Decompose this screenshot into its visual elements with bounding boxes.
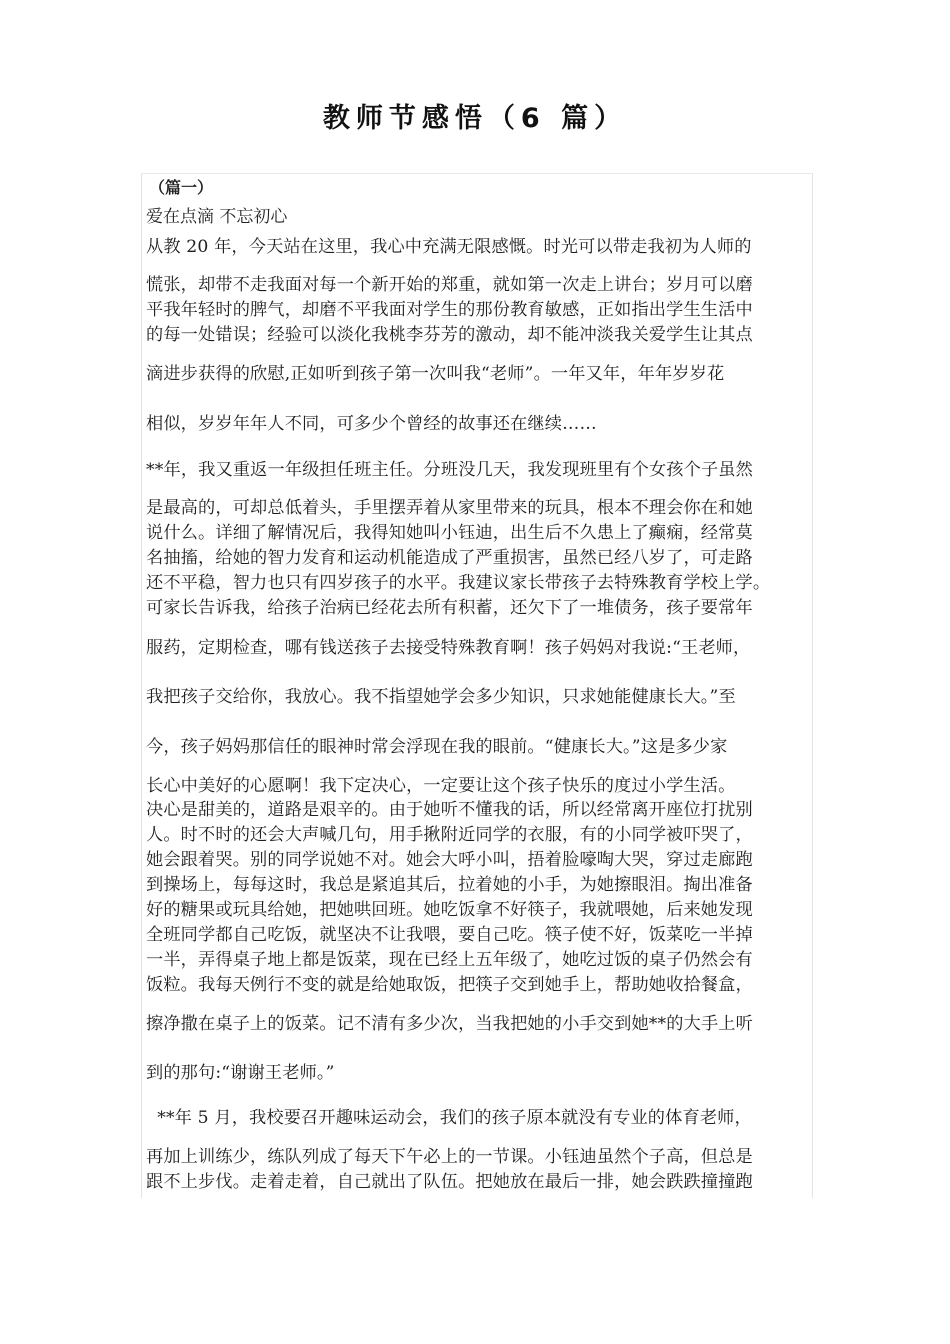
article-content (141, 173, 813, 1198)
paragraph-line: 一半，弄得桌子地上都是饭菜，现在已经上五年级了，她吃过饭的桌子仍然会有 (146, 950, 753, 970)
paragraph-line: 擦净撒在桌子上的饭菜。记不清有多少次，当我把她的小手交到她**的大手上听 (146, 1014, 753, 1034)
paragraph-line: 还不平稳，智力也只有四岁孩子的水平。我建议家长带孩子去特殊教育学校上学。 (146, 573, 771, 593)
section-heading: （篇一） (149, 178, 214, 197)
paragraph-line: 今，孩子妈妈那信任的眼神时常会浮现在我的眼前。“健康长大。”这是多少家 (146, 737, 728, 757)
paragraph-line: 相似，岁岁年年人不同，可多少个曾经的故事还在继续…… (146, 414, 597, 434)
paragraph-line: 长心中美好的心愿啊！我下定决心，一定要让这个孩子快乐的度过小学生活。 (146, 776, 736, 796)
paragraph-line: 从教 20 年，今天站在这里，我心中充满无限感慨。时光可以带走我初为人师的 (146, 237, 752, 257)
section-subtitle: 爱在点滴 不忘初心 (146, 207, 288, 227)
paragraph-line: 饭粒。我每天例行不变的就是给她取饭，把筷子交到她手上，帮助她收拾餐盒， (146, 975, 753, 995)
paragraph-line: 服药，定期检查，哪有钱送孩子去接受特殊教育啊！孩子妈妈对我说:“王老师， (146, 638, 751, 658)
paragraph-line: 名抽搐，给她的智力发育和运动机能造成了严重损害，虽然已经八岁了，可走路 (146, 548, 753, 568)
paragraph-line: 再加上训练少，练队列成了每天下午必上的一节课。小钰迪虽然个子高，但总是 (146, 1147, 753, 1167)
paragraph-line: 跟不上步伐。走着走着，自己就出了队伍。把她放在最后一排，她会跌跌撞撞跑 (146, 1172, 753, 1192)
page-title: 教师节感悟（6 篇） (322, 103, 628, 134)
paragraph-line: **年，我又重返一年级担任班主任。分班没几天，我发现班里有个女孩个子虽然 (146, 460, 753, 480)
paragraph-line: 人。时不时的还会大声喊几句，用手揪附近同学的衣服，有的小同学被吓哭了， (146, 825, 753, 845)
paragraph-line: 慌张，却带不走我面对每一个新开始的郑重，就如第一次走上讲台；岁月可以磨 (146, 275, 753, 295)
paragraph-line: 全班同学都自己吃饭，就坚决不让我喂，要自己吃。筷子使不好，饭菜吃一半掉 (146, 925, 753, 945)
paragraph-line: 滴进步获得的欣慰,正如听到孩子第一次叫我“老师”。一年又年，年年岁岁花 (146, 364, 725, 384)
paragraph-line: 的每一处错误；经验可以淡化我桃李芬芳的激动，却不能冲淡我关爱学生让其点 (146, 325, 753, 345)
paragraph-line: **年 5 月，我校要召开趣味运动会，我们的孩子原本就没有专业的体育老师， (146, 1108, 752, 1128)
paragraph-line: 我把孩子交给你，我放心。我不指望她学会多少知识，只求她能健康长大。”至 (146, 687, 736, 707)
paragraph-line: 决心是甜美的，道路是艰辛的。由于她听不懂我的话，所以经常离开座位打扰别 (146, 800, 753, 820)
paragraph-line: 到的那句:“谢谢王老师。” (146, 1063, 335, 1083)
paragraph-line: 她会跟着哭。别的同学说她不对。她会大呼小叫，捂着脸嚎啕大哭，穿过走廊跑 (146, 850, 753, 870)
paragraph-line: 说什么。详细了解情况后，我得知她叫小钰迪，出生后不久患上了癫痫，经常莫 (146, 523, 753, 543)
paragraph-line: 可家长告诉我，给孩子治病已经花去所有积蓄，还欠下了一堆债务，孩子要常年 (146, 598, 753, 618)
paragraph-line: 平我年轻时的脾气，却磨不平我面对学生的那份教育敏感，正如指出学生生活中 (146, 300, 753, 320)
paragraph-line: 到操场上，每每这时，我总是紧追其后，拉着她的小手，为她擦眼泪。掏出准备 (146, 875, 753, 895)
paragraph-line: 好的糖果或玩具给她，把她哄回班。她吃饭拿不好筷子，我就喂她，后来她发现 (146, 900, 753, 920)
paragraph-line: 是最高的，可却总低着头，手里摆弄着从家里带来的玩具，根本不理会你在和她 (146, 498, 753, 518)
